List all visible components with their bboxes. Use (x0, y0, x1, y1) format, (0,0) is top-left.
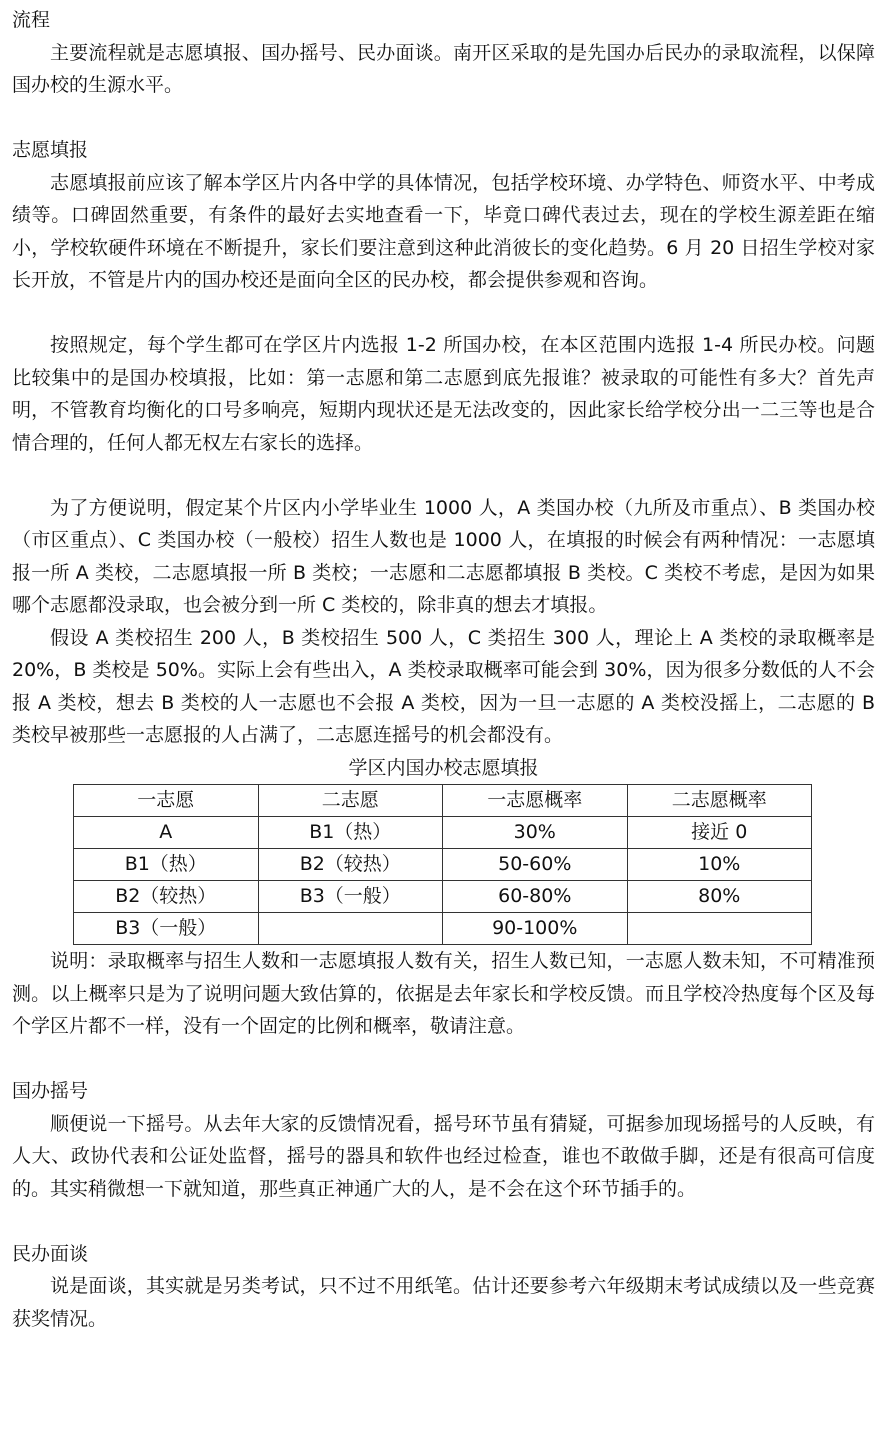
header-cell: 一志愿 (74, 785, 259, 817)
cell: B2（较热） (258, 849, 443, 881)
table-row (74, 849, 812, 881)
heading-application: 志愿填报 (12, 139, 89, 161)
cell: 60-80% (443, 881, 628, 913)
cell: B2（较热） (74, 881, 259, 913)
table-note: 说明：录取概率与招生人数和一志愿填报人数有关，招生人数已知，一志愿人数未知，不可精准预测。以上概率只是为了说明问题大致估算的，依据是去年家长和学校反馈。而且学校冷热度每个区及每个学区片都不一样，没有一个固定的比例和概率，敬请注意。 (12, 950, 875, 1037)
probability-table (73, 784, 812, 945)
table-caption: 学区内国办校志愿填报 (348, 756, 539, 779)
heading-interview: 民办面谈 (12, 1242, 89, 1265)
paragraph: 说是面谈，其实就是另类考试，只不过不用纸笔。估计还要参考六年级期末考试成绩以及一些竞赛获奖情况。 (12, 1275, 875, 1330)
paragraph: 按照规定，每个学生都可在学区片内选报 1-2 所国办校，在本区范围内选报 1-4 所民办校。问题比较集中的是国办校填报，比如：第一志愿和第二志愿到底先报谁？被录取的可能性有多大？首先声明，不管教育均衡化的口号多响亮，短期内现状还是无法改变的，因此家长给学校分出一二三等也是合情合理的，任何人都无权左右家长的选择。 (12, 334, 875, 454)
table-row (74, 817, 812, 849)
table-row (74, 913, 812, 945)
paragraph: 志愿填报前应该了解本学区片内各中学的具体情况，包括学校环境、办学特色、师资水平、中考成绩等。口碑固然重要，有条件的最好去实地查看一下，毕竟口碑代表过去，现在的学校生源差距在缩小，学校软硬件环境在不断提升，家长们要注意到这种此消彼长的变化趋势。6 月 20 日招生学校对家长开放，不管是片内的国办校还是面向全区的民办校，都会提供参观和咨询。 (12, 171, 875, 291)
paragraph: 假设 A 类校招生 200 人，B 类校招生 500 人，C 类招生 300 人，理论上 A 类校的录取概率是 20%，B 类校是 50%。实际上会有些出入，A 类校录取概率可能会到 30%，因为很多分数低的人不会报 A 类校，想去 B 类校的人一志愿也不会报 A 类校，因为一旦一志愿的 A 类校没摇上，二志愿的 B 类校早被那些一志愿报的人占满了，二志愿连摇号的机会都没有。 (12, 626, 875, 746)
cell: B3（一般） (74, 913, 259, 945)
cell: B3（一般） (258, 881, 443, 913)
paragraph: 主要流程就是志愿填报、国办摇号、民办面谈。南开区采取的是先国办后民办的录取流程，以保障国办校的生源水平。 (12, 41, 875, 96)
header-cell: 二志愿 (258, 785, 443, 817)
header-cell: 二志愿概率 (627, 785, 812, 817)
cell (258, 913, 443, 945)
heading-process: 流程 (12, 9, 51, 31)
cell: B1（热） (74, 849, 259, 881)
cell: 50-60% (443, 849, 628, 881)
paragraph: 顺便说一下摇号。从去年大家的反馈情况看，摇号环节虽有猜疑，可据参加现场摇号的人反映，有人大、政协代表和公证处监督，摇号的器具和软件也经过检查，谁也不敢做手脚，还是有很高可信度的。其实稍微想一下就知道，那些真正神通广大的人，是不会在这个环节插手的。 (12, 1112, 875, 1200)
cell: 接近 0 (627, 817, 812, 849)
cell: 80% (627, 881, 812, 913)
heading-lottery: 国办摇号 (12, 1080, 89, 1102)
cell: 10% (627, 849, 812, 881)
cell: 30% (443, 817, 628, 849)
header-cell: 一志愿概率 (443, 785, 628, 817)
table-header-row (74, 785, 812, 817)
cell (627, 913, 812, 945)
table-row (74, 881, 812, 913)
paragraph: 为了方便说明，假定某个片区内小学毕业生 1000 人，A 类国办校（九所及市重点）、B 类国办校（市区重点）、C 类国办校（一般校）招生人数也是 1000 人，在填报的时候会有两种情况：一志愿填报一所 A 类校，二志愿填报一所 B 类校；一志愿和二志愿都填报 B 类校。C 类校不考虑，是因为如果哪个志愿都没录取，也会被分到一所 C 类校的，除非真的想去才填报。 (12, 496, 875, 616)
cell: 90-100% (443, 913, 628, 945)
cell: A (74, 817, 259, 849)
cell: B1（热） (258, 817, 443, 849)
